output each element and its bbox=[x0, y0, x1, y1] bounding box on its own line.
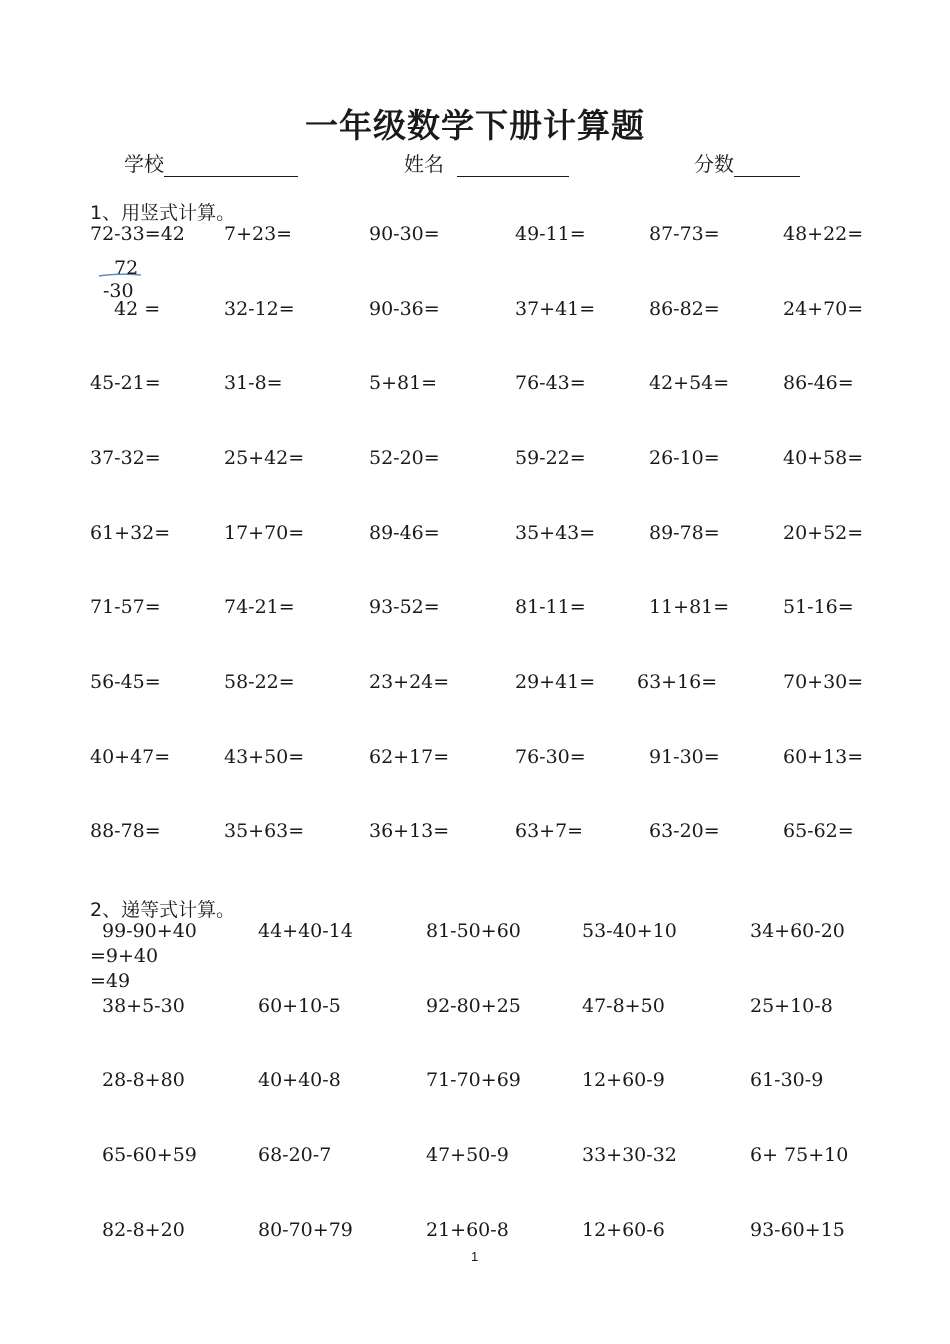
expression-item: 33+30-32 bbox=[582, 1144, 677, 1166]
expression-item: 53-40+10 bbox=[582, 920, 677, 942]
problem-item: 87-73= bbox=[649, 223, 720, 245]
problem-item: 37+41= bbox=[515, 298, 596, 320]
problem-item: 42 = bbox=[114, 298, 161, 320]
problem-item: 17+70= bbox=[224, 522, 305, 544]
school-field bbox=[124, 148, 298, 177]
example-step-1: =9+40 bbox=[90, 945, 159, 967]
problem-item: 86-82= bbox=[649, 298, 720, 320]
problem-item: 35+43= bbox=[515, 522, 596, 544]
expression-item: 47-8+50 bbox=[582, 995, 665, 1017]
problem-item: 24+70= bbox=[783, 298, 864, 320]
expression-item: 92-80+25 bbox=[426, 995, 521, 1017]
problem-item: 71-57= bbox=[90, 596, 161, 618]
expression-item: 68-20-7 bbox=[258, 1144, 332, 1166]
expression-item: 38+5-30 bbox=[102, 995, 185, 1017]
problem-item: 36+13= bbox=[369, 820, 450, 842]
expression-item: 81-50+60 bbox=[426, 920, 521, 942]
problem-item: 59-22= bbox=[515, 447, 586, 469]
score-label: 分数 bbox=[694, 152, 734, 176]
problem-item: 49-11= bbox=[515, 223, 586, 245]
vertical-example-bottom: -30 bbox=[103, 280, 134, 302]
school-label: 学校 bbox=[124, 152, 164, 176]
expression-item: 71-70+69 bbox=[426, 1069, 521, 1091]
problem-item: 61+32= bbox=[90, 522, 171, 544]
vertical-example-top: 72 bbox=[114, 257, 139, 279]
expression-item: 12+60-6 bbox=[582, 1219, 665, 1241]
expression-item: 93-60+15 bbox=[750, 1219, 845, 1241]
school-blank[interactable] bbox=[164, 156, 298, 177]
problem-item: 81-11= bbox=[515, 596, 586, 618]
problem-item: 91-30= bbox=[649, 746, 720, 768]
problem-item: 37-32= bbox=[90, 447, 161, 469]
expression-item: 65-60+59 bbox=[102, 1144, 197, 1166]
section1-heading: 1、用竖式计算。 bbox=[90, 202, 236, 224]
page-number: 1 bbox=[471, 1249, 479, 1264]
problem-item: 56-45= bbox=[90, 671, 161, 693]
problem-item: 63+16= bbox=[637, 671, 718, 693]
problem-item: 7+23= bbox=[224, 223, 293, 245]
problem-item: 26-10= bbox=[649, 447, 720, 469]
problem-item: 40+58= bbox=[783, 447, 864, 469]
problem-item: 35+63= bbox=[224, 820, 305, 842]
problem-item: 74-21= bbox=[224, 596, 295, 618]
expression-item: 25+10-8 bbox=[750, 995, 833, 1017]
expression-item: 82-8+20 bbox=[102, 1219, 185, 1241]
example-step-2: =49 bbox=[90, 970, 131, 992]
problem-item: 72-33=42 bbox=[90, 223, 185, 245]
expression-item: 60+10-5 bbox=[258, 995, 341, 1017]
problem-item: 45-21= bbox=[90, 372, 161, 394]
name-field bbox=[404, 148, 569, 177]
problem-item: 43+50= bbox=[224, 746, 305, 768]
problem-item: 65-62= bbox=[783, 820, 854, 842]
name-blank[interactable] bbox=[457, 156, 569, 177]
problem-item: 48+22= bbox=[783, 223, 864, 245]
problem-item: 63-20= bbox=[649, 820, 720, 842]
score-blank[interactable] bbox=[734, 156, 800, 177]
problem-item: 76-30= bbox=[515, 746, 586, 768]
problem-item: 58-22= bbox=[224, 671, 295, 693]
problem-item: 62+17= bbox=[369, 746, 450, 768]
problem-item: 93-52= bbox=[369, 596, 440, 618]
problem-item: 25+42= bbox=[224, 447, 305, 469]
problem-item: 11+81= bbox=[649, 596, 730, 618]
problem-item: 31-8= bbox=[224, 372, 283, 394]
problem-item: 52-20= bbox=[369, 447, 440, 469]
score-field bbox=[694, 148, 800, 177]
expression-item: 34+60-20 bbox=[750, 920, 845, 942]
problem-item: 89-78= bbox=[649, 522, 720, 544]
problem-item: 76-43= bbox=[515, 372, 586, 394]
section2-heading: 2、递等式计算。 bbox=[90, 899, 236, 921]
expression-item: 44+40-14 bbox=[258, 920, 353, 942]
expression-item: 21+60-8 bbox=[426, 1219, 509, 1241]
problem-item: 42+54= bbox=[649, 372, 730, 394]
problem-item: 89-46= bbox=[369, 522, 440, 544]
problem-item: 90-36= bbox=[369, 298, 440, 320]
problem-item: 51-16= bbox=[783, 596, 854, 618]
page-title: 一年级数学下册计算题 bbox=[305, 106, 645, 145]
expression-item: 6+ 75+10 bbox=[750, 1144, 849, 1166]
problem-item: 32-12= bbox=[224, 298, 295, 320]
expression-item: 80-70+79 bbox=[258, 1219, 353, 1241]
problem-item: 23+24= bbox=[369, 671, 450, 693]
expression-item: 40+40-8 bbox=[258, 1069, 341, 1091]
problem-item: 86-46= bbox=[783, 372, 854, 394]
name-label: 姓名 bbox=[404, 152, 444, 176]
expression-item: 12+60-9 bbox=[582, 1069, 665, 1091]
problem-item: 20+52= bbox=[783, 522, 864, 544]
expression-item: 47+50-9 bbox=[426, 1144, 509, 1166]
problem-item: 88-78= bbox=[90, 820, 161, 842]
problem-item: 63+7= bbox=[515, 820, 584, 842]
problem-item: 70+30= bbox=[783, 671, 864, 693]
problem-item: 5+81= bbox=[369, 372, 438, 394]
expression-item: 61-30-9 bbox=[750, 1069, 824, 1091]
expression-item: 99-90+40 bbox=[102, 920, 197, 942]
problem-item: 40+47= bbox=[90, 746, 171, 768]
problem-item: 60+13= bbox=[783, 746, 864, 768]
problem-item: 90-30= bbox=[369, 223, 440, 245]
problem-item: 29+41= bbox=[515, 671, 596, 693]
expression-item: 28-8+80 bbox=[102, 1069, 185, 1091]
